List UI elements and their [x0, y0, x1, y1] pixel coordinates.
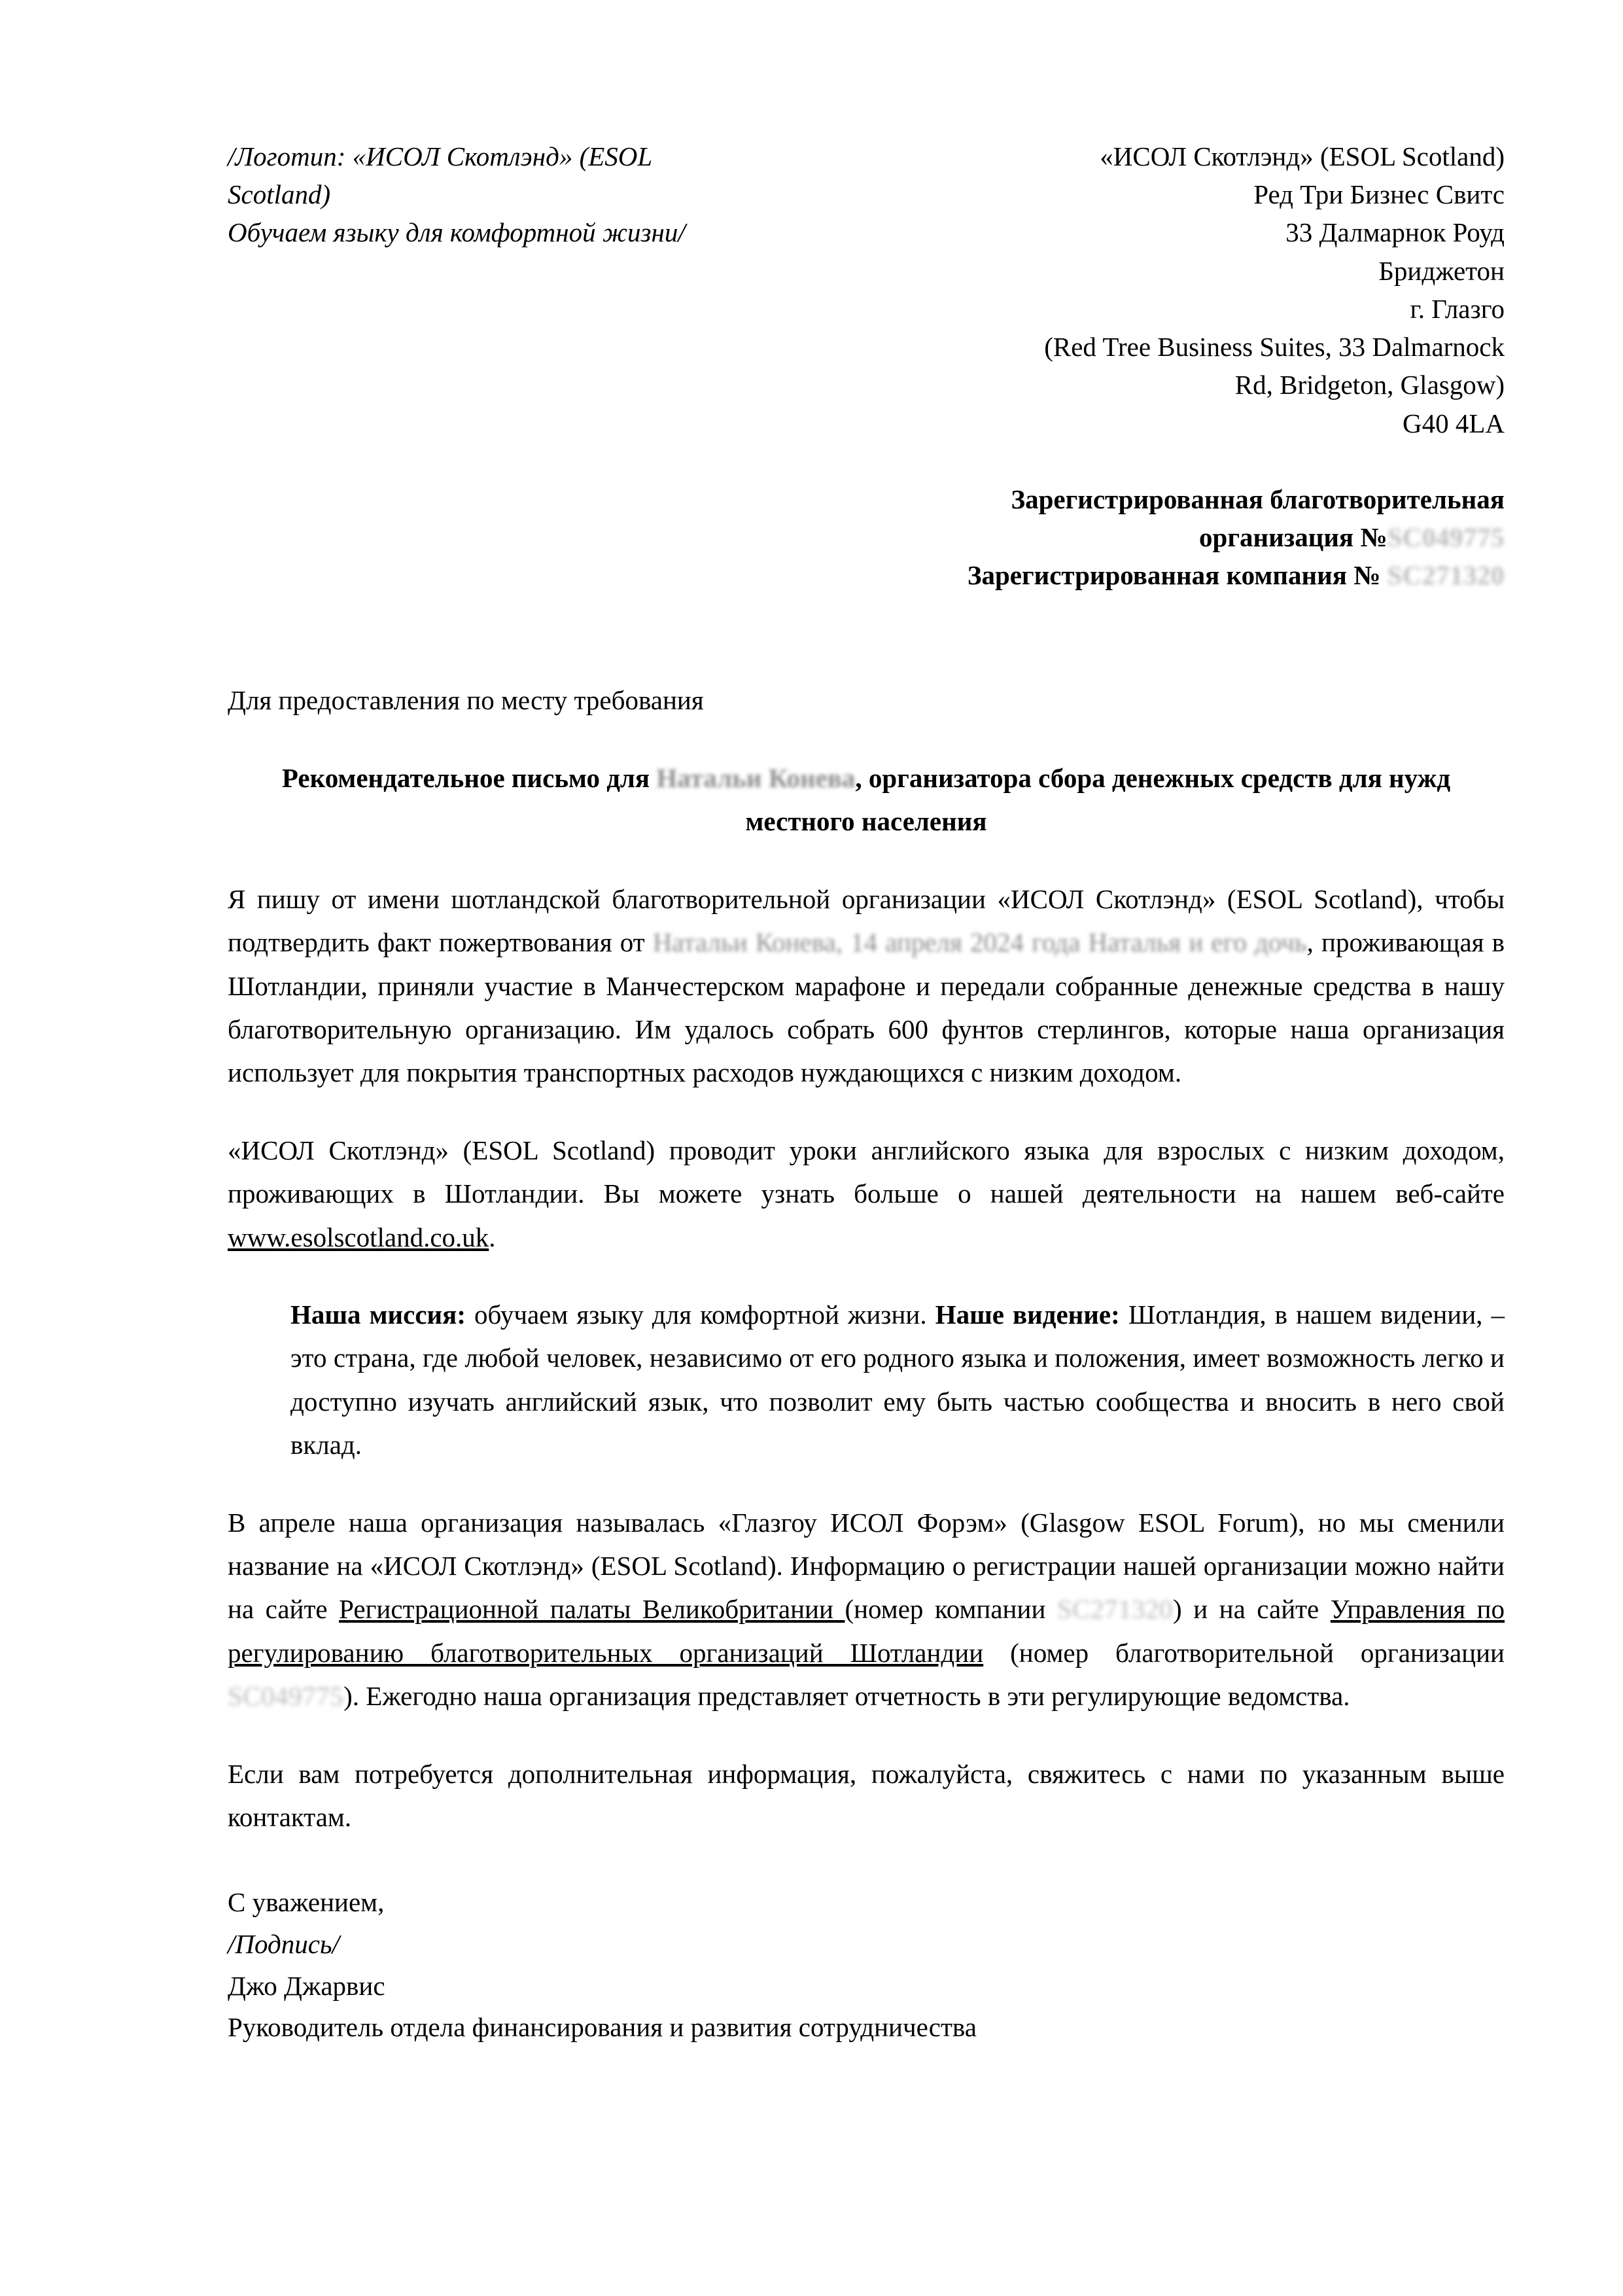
para3-charity-number-redacted: SC049775: [228, 1681, 344, 1712]
charity-number-redacted: SC049775: [1387, 521, 1505, 552]
organization-address-block: [916, 137, 1505, 442]
para3-part3: ) и на сайте: [1173, 1594, 1331, 1625]
charity-registration-label: Зарегистрированная благотворительная организация №: [1011, 484, 1505, 552]
logo-line-1: /Логотип: «ИСОЛ Скотлэнд» (ESOL: [228, 141, 653, 171]
mission-vision-block: [290, 1293, 1505, 1467]
para3-part5: ). Ежегодно наша организация представляет отчетность в эти регулирующие ведомства.: [343, 1681, 1350, 1712]
to-whom-it-may-concern: Для предоставления по месту требования: [228, 685, 704, 716]
para2-part2: .: [489, 1222, 496, 1252]
logo-tagline: Обучаем языку для комфортной жизни/: [228, 217, 686, 248]
paragraph-registration-details: [228, 1501, 1505, 1718]
para1-donor-detail-redacted: года Наталья и его дочь: [1032, 927, 1307, 958]
signer-title: Руководитель отдела финансирования и развития сотрудничества: [228, 2012, 977, 2043]
logo-placeholder-block: [228, 137, 777, 252]
address-line: Ред Три Бизнес Свитс: [1253, 179, 1505, 210]
paragraph-contact-invitation: Если вам потребуется дополнительная информация, пожалуйста, свяжитесь с нами по указанным выше контактам.: [228, 1758, 1505, 1833]
para3-part1: В апреле наша организация называлась «Глазгоу ИСОЛ Форэм» (Glasgow ESOL Forum), но мы сменили название на «ИСОЛ Скотлэнд» (ESOL Scotland). Информацию о регистрации нашей организации можно найти на сайте: [228, 1507, 1505, 1625]
companies-house-link[interactable]: Регистрационной палаты Великобритании: [339, 1594, 845, 1625]
address-line: Rd, Bridgeton, Glasgow): [1234, 370, 1505, 400]
letterhead: [228, 137, 1505, 442]
para2-part1: «ИСОЛ Скотлэнд» (ESOL Scotland) проводит уроки английского языка для взрослых с низким доходом, проживающих в Шотландии. Вы можете узнать больше о нашей деятельности на нашем веб-сайте: [228, 1135, 1505, 1209]
subject-prefix: Рекомендательное письмо для: [281, 762, 650, 793]
subject-suffix: , организатора сбора денежных средств для нужд местного населения: [745, 762, 1451, 837]
vision-label: Наше видение:: [935, 1299, 1120, 1330]
closing-block: [228, 1882, 1505, 2048]
letter-content: [228, 137, 1505, 2049]
para1-part1: Я пишу от имени шотландской благотворительной организации «ИСОЛ Скотлэнд» (ESOL Scotland), чтобы подтвердить факт пожертвования от: [228, 883, 1505, 958]
para1-part2: , проживающая в Шотландии, приняли участие в Манчестерском марафоне и передали собранные денежные средства в нашу благотворительную организацию. Им удалось собрать 600 фунтов стерлингов, которые наша организация использует для покрытия транспортных расходов нуждающихся с низким доходом.: [228, 927, 1505, 1088]
signature-placeholder: /Подпись/: [228, 1928, 340, 1959]
para3-part2: (номер компании: [845, 1594, 1057, 1625]
closing-salutation: С уважением,: [228, 1887, 385, 1918]
paragraph-about-organization: [228, 1129, 1505, 1259]
para3-part4: (номер благотворительной организации: [983, 1637, 1505, 1668]
address-line: (Red Tree Business Suites, 33 Dalmarnock: [1044, 332, 1505, 362]
para3-company-number-redacted: SC271320: [1056, 1594, 1174, 1625]
para1-donor-name-date-redacted: Натальи Конева, 14 апреля 2024: [652, 927, 1024, 958]
website-link[interactable]: www.esolscotland.co.uk: [228, 1222, 489, 1252]
address-line: г. Глазго: [1410, 293, 1505, 324]
company-number-redacted: SC271320: [1387, 560, 1505, 591]
mission-label: Наша миссия:: [290, 1299, 466, 1330]
address-line: 33 Далмарнок Роуд: [1285, 217, 1505, 248]
address-line: «ИСОЛ Скотлэнд» (ESOL Scotland): [1100, 141, 1505, 171]
mission-text: обучаем языку для комфортной жизни.: [465, 1299, 927, 1330]
registration-numbers-block: [916, 480, 1505, 595]
subject-person-name-redacted: Натальи Конева: [656, 762, 856, 793]
address-line: G40 4LA: [1402, 408, 1505, 438]
address-line: Бриджетон: [1378, 255, 1505, 286]
logo-line-2: Scotland): [228, 179, 331, 210]
company-registration-label: Зарегистрированная компания №: [967, 560, 1381, 591]
paragraph-donation-confirmation: [228, 877, 1505, 1095]
signer-name: Джо Джарвис: [228, 1970, 385, 2001]
letter-subject-heading: [228, 756, 1505, 843]
oscr-link[interactable]: Управления по регулированию благотворительных организаций Шотландии: [228, 1594, 1505, 1668]
vision-text: Шотландия, в нашем видении, – это страна, где любой человек, независимо от его родного языка и положения, имеет возможность легко и доступно изучать английский язык, что позволит ему быть частью сообщества и вносить в него свой вклад.: [290, 1299, 1505, 1460]
